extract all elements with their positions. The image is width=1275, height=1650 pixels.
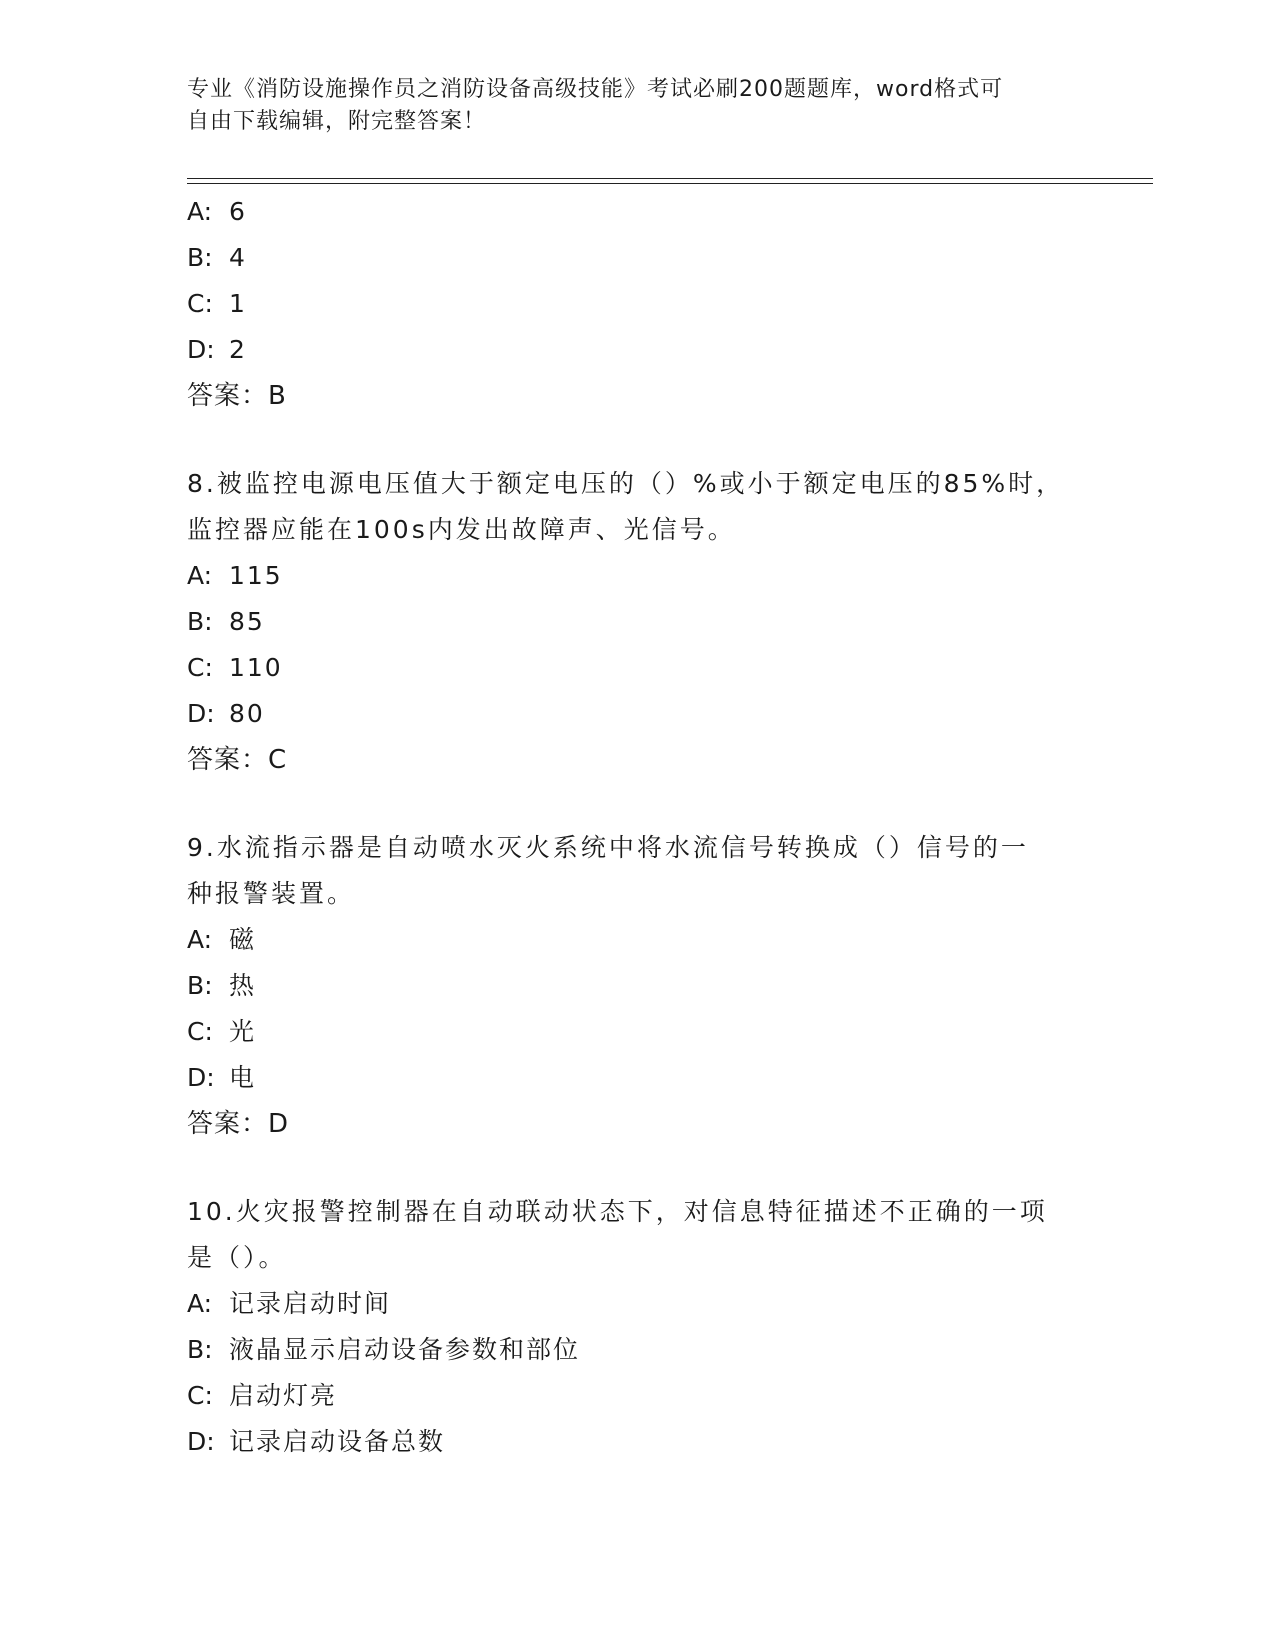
answer-line: 答案：C bbox=[187, 745, 288, 775]
option-key: D: bbox=[187, 1427, 215, 1456]
option-c bbox=[187, 1009, 1087, 1055]
option-text: 液晶显示启动设备参数和部位 bbox=[229, 1335, 581, 1364]
option-text: 80 bbox=[229, 699, 265, 728]
answer-line: 答案：B bbox=[187, 381, 287, 411]
option-key: A: bbox=[187, 1289, 213, 1318]
option-key: C: bbox=[187, 1381, 213, 1410]
option-d bbox=[187, 1419, 1087, 1465]
option-b bbox=[187, 599, 1087, 645]
option-text: 热 bbox=[229, 971, 257, 1000]
option-text: 1 bbox=[229, 289, 247, 318]
question-text-line-2: 是（）。 bbox=[187, 1243, 287, 1272]
option-a bbox=[187, 553, 1087, 599]
option-text: 磁 bbox=[229, 925, 257, 954]
option-c bbox=[187, 645, 1087, 691]
option-b bbox=[187, 1327, 1087, 1373]
option-text: 85 bbox=[229, 607, 265, 636]
question-text-line-1: 9.水流指示器是自动喷水灭火系统中将水流信号转换成（）信号的一 bbox=[187, 833, 1029, 862]
option-key: C: bbox=[187, 289, 213, 318]
option-key: A: bbox=[187, 197, 213, 226]
option-text: 记录启动时间 bbox=[229, 1289, 392, 1318]
option-text: 110 bbox=[229, 653, 283, 682]
question-9 bbox=[187, 825, 1087, 1147]
header-line-1: 专业《消防设施操作员之消防设备高级技能》考试必刷200题题库，word格式可 bbox=[187, 77, 1004, 102]
option-key: B: bbox=[187, 971, 213, 1000]
header-divider-top bbox=[187, 178, 1153, 179]
question-8 bbox=[187, 461, 1087, 783]
option-text: 115 bbox=[229, 561, 283, 590]
header-line-2: 自由下载编辑，附完整答案！ bbox=[187, 109, 487, 134]
question-7 bbox=[187, 189, 1087, 419]
option-key: A: bbox=[187, 925, 213, 954]
question-list bbox=[187, 189, 1087, 1465]
option-text: 电 bbox=[229, 1063, 257, 1092]
document-header bbox=[187, 74, 1067, 138]
question-text-line-1: 10.火灾报警控制器在自动联动状态下，对信息特征描述不正确的一项 bbox=[187, 1197, 1048, 1226]
option-text: 6 bbox=[229, 197, 247, 226]
question-text-line-2: 种报警装置。 bbox=[187, 879, 356, 908]
option-text: 启动灯亮 bbox=[229, 1381, 338, 1410]
option-key: D: bbox=[187, 335, 215, 364]
option-key: A: bbox=[187, 561, 213, 590]
question-text-line-1: 8.被监控电源电压值大于额定电压的（）%或小于额定电压的85%时， bbox=[187, 469, 1065, 498]
option-key: B: bbox=[187, 1335, 213, 1364]
question-text-line-2: 监控器应能在100s内发出故障声、光信号。 bbox=[187, 515, 736, 544]
answer-line: 答案：D bbox=[187, 1109, 290, 1139]
option-d bbox=[187, 327, 1087, 373]
option-c bbox=[187, 1373, 1087, 1419]
option-text: 记录启动设备总数 bbox=[229, 1427, 446, 1456]
option-b bbox=[187, 963, 1087, 1009]
option-c bbox=[187, 281, 1087, 327]
option-text: 4 bbox=[229, 243, 247, 272]
option-b bbox=[187, 235, 1087, 281]
option-text: 2 bbox=[229, 335, 247, 364]
option-d bbox=[187, 691, 1087, 737]
option-a bbox=[187, 189, 1087, 235]
option-a bbox=[187, 917, 1087, 963]
option-key: D: bbox=[187, 699, 215, 728]
option-key: D: bbox=[187, 1063, 215, 1092]
option-key: C: bbox=[187, 1017, 213, 1046]
option-a bbox=[187, 1281, 1087, 1327]
option-key: B: bbox=[187, 607, 213, 636]
option-d bbox=[187, 1055, 1087, 1101]
option-key: B: bbox=[187, 243, 213, 272]
question-10 bbox=[187, 1189, 1087, 1465]
option-text: 光 bbox=[229, 1017, 257, 1046]
option-key: C: bbox=[187, 653, 213, 682]
header-divider-bottom bbox=[187, 183, 1153, 184]
